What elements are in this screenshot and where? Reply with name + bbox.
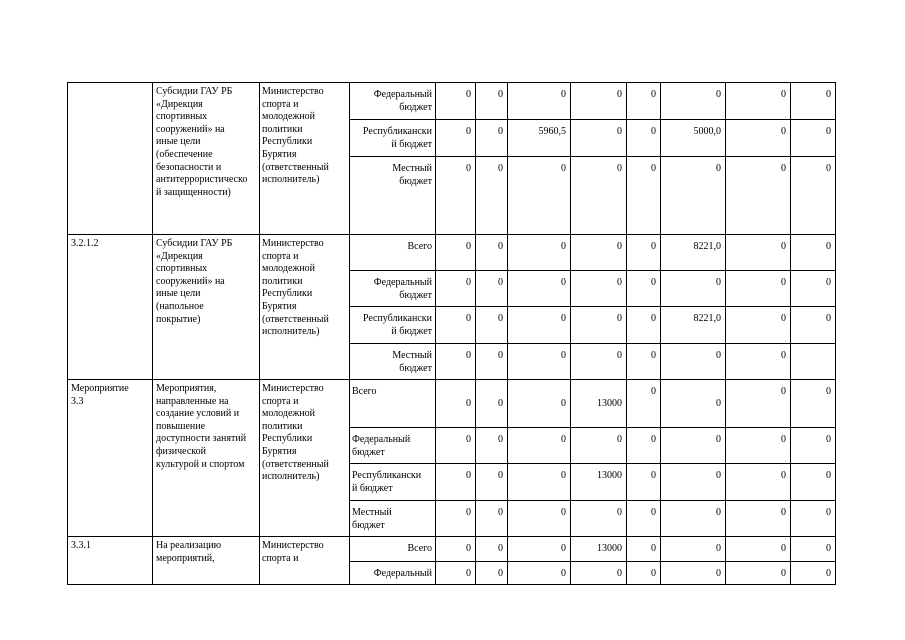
table-cell-value: 0 bbox=[617, 507, 622, 518]
block-divider bbox=[67, 379, 836, 380]
table-cell-value: 8221,0 bbox=[693, 241, 721, 252]
table-cell-value: 0 bbox=[716, 277, 721, 288]
table-cell-value: 0 bbox=[617, 126, 622, 137]
table-cell-value: 0 bbox=[716, 470, 721, 481]
table-cell-value: 0 bbox=[498, 241, 503, 252]
table-cell-value: 0 bbox=[781, 277, 786, 288]
table-cell-value: 0 bbox=[617, 241, 622, 252]
table-cell-value: 0 bbox=[781, 241, 786, 252]
table-cell-value: 0 bbox=[781, 163, 786, 174]
budget-source: Местный бюджет bbox=[392, 163, 432, 187]
column-divider bbox=[435, 82, 436, 584]
table-cell-value: 0 bbox=[561, 313, 566, 324]
table-cell-value: 0 bbox=[466, 434, 471, 445]
table-cell-value: 8221,0 bbox=[693, 313, 721, 324]
block-divider bbox=[67, 536, 836, 537]
table-cell-value: 0 bbox=[781, 568, 786, 579]
table-cell-value: 0 bbox=[781, 89, 786, 100]
column-divider bbox=[152, 82, 153, 584]
executor-text: Министерство спорта и молодежной политики Республики Бурятия (ответственный исполнитель) bbox=[262, 383, 329, 483]
row-divider bbox=[349, 119, 836, 120]
table-cell-value: 0 bbox=[651, 126, 656, 137]
table-cell-value: 0 bbox=[498, 277, 503, 288]
column-divider bbox=[626, 82, 627, 584]
table-cell-value: 0 bbox=[617, 89, 622, 100]
measure-name: Субсидии ГАУ РБ «Дирекция спортивных сооружений» на иные цели (напольное покрытие) bbox=[156, 238, 233, 325]
budget-source: Республикански й бюджет bbox=[362, 313, 432, 337]
budget-source: Республикански й бюджет bbox=[362, 126, 432, 150]
budget-source: Федеральный бюджет bbox=[373, 277, 432, 301]
table-cell-value: 0 bbox=[617, 350, 622, 361]
table-cell-value: 0 bbox=[617, 568, 622, 579]
budget-source: Всего bbox=[407, 543, 432, 554]
measure-code: 3.3.1 bbox=[71, 540, 91, 551]
table-cell-value: 0 bbox=[826, 543, 831, 554]
table-cell-value: 0 bbox=[561, 398, 566, 409]
table-cell-value: 13000 bbox=[597, 470, 622, 481]
budget-table bbox=[67, 82, 835, 584]
budget-source: Федеральный бюджет bbox=[352, 434, 411, 458]
budget-source: Федеральный бюджет bbox=[373, 89, 432, 113]
table-cell-value: 0 bbox=[781, 350, 786, 361]
column-divider bbox=[349, 82, 350, 584]
table-cell-value: 0 bbox=[561, 568, 566, 579]
table-cell-value: 0 bbox=[561, 434, 566, 445]
table-cell-value: 0 bbox=[466, 163, 471, 174]
table-cell-value: 13000 bbox=[597, 398, 622, 409]
budget-source: Республикански й бюджет bbox=[352, 470, 422, 494]
table-cell-value: 0 bbox=[498, 568, 503, 579]
table-cell-value: 0 bbox=[617, 277, 622, 288]
table-cell-value: 0 bbox=[826, 277, 831, 288]
table-cell-value: 0 bbox=[561, 163, 566, 174]
row-divider bbox=[349, 306, 836, 307]
table-cell-value: 0 bbox=[716, 568, 721, 579]
table-cell-value: 0 bbox=[466, 241, 471, 252]
table-cell-value: 0 bbox=[826, 470, 831, 481]
table-cell-value: 0 bbox=[561, 507, 566, 518]
table-cell-value: 0 bbox=[561, 350, 566, 361]
table-cell-value: 0 bbox=[781, 313, 786, 324]
table-cell-value: 0 bbox=[498, 434, 503, 445]
table-cell-value: 5000,0 bbox=[693, 126, 721, 137]
table-cell-value: 0 bbox=[826, 163, 831, 174]
budget-source: Местный бюджет bbox=[392, 350, 432, 374]
column-divider bbox=[570, 82, 571, 584]
table-cell-value: 0 bbox=[561, 543, 566, 554]
table-cell-value: 0 bbox=[466, 350, 471, 361]
table-cell-value: 0 bbox=[498, 163, 503, 174]
table-cell-value: 0 bbox=[651, 350, 656, 361]
table-cell-value: 0 bbox=[716, 89, 721, 100]
table-cell-value: 0 bbox=[466, 398, 471, 409]
table-cell-value: 0 bbox=[466, 277, 471, 288]
table-cell-value: 0 bbox=[826, 89, 831, 100]
table-cell-value: 0 bbox=[781, 470, 786, 481]
row-divider bbox=[349, 427, 836, 428]
measure-code: Мероприятие 3.3 bbox=[71, 383, 129, 407]
table-cell-value: 0 bbox=[651, 543, 656, 554]
table-cell-value: 0 bbox=[466, 470, 471, 481]
table-cell-value: 0 bbox=[826, 568, 831, 579]
table-cell-value: 0 bbox=[617, 434, 622, 445]
block-divider bbox=[67, 82, 836, 83]
column-divider bbox=[790, 82, 791, 584]
table-cell-value: 0 bbox=[781, 507, 786, 518]
table-cell-value: 0 bbox=[826, 126, 831, 137]
table-cell-value: 0 bbox=[826, 507, 831, 518]
table-cell-value: 5960,5 bbox=[538, 126, 566, 137]
row-divider bbox=[349, 561, 836, 562]
budget-source: Всего bbox=[407, 241, 432, 252]
budget-source: Федеральный bbox=[373, 568, 432, 579]
table-cell-value: 0 bbox=[651, 568, 656, 579]
table-cell-value: 13000 bbox=[597, 543, 622, 554]
column-divider bbox=[507, 82, 508, 584]
table-cell-value: 0 bbox=[781, 543, 786, 554]
table-cell-value: 0 bbox=[561, 241, 566, 252]
table-cell-value: 0 bbox=[716, 163, 721, 174]
table-cell-value: 0 bbox=[651, 507, 656, 518]
measure-code: 3.2.1.2 bbox=[71, 238, 99, 249]
table-cell-value: 0 bbox=[826, 313, 831, 324]
table-cell-value: 0 bbox=[498, 507, 503, 518]
table-cell-value: 0 bbox=[498, 398, 503, 409]
column-divider bbox=[725, 82, 726, 584]
column-divider bbox=[660, 82, 661, 584]
column-divider bbox=[475, 82, 476, 584]
table-cell-value: 0 bbox=[716, 543, 721, 554]
table-cell-value: 0 bbox=[651, 470, 656, 481]
table-cell-value: 0 bbox=[716, 434, 721, 445]
table-bottom-border bbox=[67, 584, 836, 585]
table-cell-value: 0 bbox=[498, 89, 503, 100]
table-cell-value: 0 bbox=[466, 89, 471, 100]
table-cell-value: 0 bbox=[498, 350, 503, 361]
budget-source: Местный бюджет bbox=[352, 507, 392, 531]
row-divider bbox=[349, 343, 836, 344]
table-cell-value: 0 bbox=[466, 313, 471, 324]
table-cell-value: 0 bbox=[651, 313, 656, 324]
table-cell-value: 0 bbox=[617, 163, 622, 174]
table-cell-value: 0 bbox=[498, 313, 503, 324]
table-cell-value: 0 bbox=[826, 434, 831, 445]
budget-source: Всего bbox=[352, 386, 377, 397]
measure-name: На реализацию мероприятий, bbox=[156, 540, 222, 564]
table-cell-value: 0 bbox=[561, 277, 566, 288]
table-cell-value: 0 bbox=[498, 126, 503, 137]
table-cell-value: 0 bbox=[561, 89, 566, 100]
table-cell-value: 0 bbox=[826, 386, 831, 397]
table-cell-value: 0 bbox=[617, 313, 622, 324]
table-cell-value: 0 bbox=[466, 568, 471, 579]
table-cell-value: 0 bbox=[826, 241, 831, 252]
column-divider bbox=[259, 82, 260, 584]
executor-text: Министерство спорта и bbox=[262, 540, 324, 564]
table-cell-value: 0 bbox=[651, 241, 656, 252]
measure-name: Мероприятия, направленные на создание условий и повышение доступности занятий физической культурой и спортом bbox=[156, 383, 247, 470]
row-divider bbox=[349, 500, 836, 501]
row-divider bbox=[349, 463, 836, 464]
measure-name: Субсидии ГАУ РБ «Дирекция спортивных сооружений» на иные цели (обеспечение безопасности и антитеррористическо й защищенности) bbox=[156, 86, 248, 198]
column-divider bbox=[835, 82, 836, 584]
table-cell-value: 0 bbox=[716, 507, 721, 518]
row-divider bbox=[349, 156, 836, 157]
table-cell-value: 0 bbox=[651, 277, 656, 288]
column-divider bbox=[67, 82, 68, 584]
table-cell-value: 0 bbox=[498, 470, 503, 481]
table-cell-value: 0 bbox=[651, 163, 656, 174]
table-cell-value: 0 bbox=[498, 543, 503, 554]
executor-text: Министерство спорта и молодежной политики Республики Бурятия (ответственный исполнитель) bbox=[262, 86, 329, 186]
table-cell-value: 0 bbox=[781, 386, 786, 397]
table-cell-value: 0 bbox=[716, 350, 721, 361]
table-cell-value: 0 bbox=[561, 470, 566, 481]
table-cell-value: 0 bbox=[466, 507, 471, 518]
table-cell-value: 0 bbox=[651, 89, 656, 100]
table-cell-value: 0 bbox=[466, 126, 471, 137]
table-cell-value: 0 bbox=[651, 386, 656, 397]
table-cell-value: 0 bbox=[781, 434, 786, 445]
row-divider bbox=[349, 270, 836, 271]
block-divider bbox=[67, 234, 836, 235]
table-cell-value: 0 bbox=[781, 126, 786, 137]
table-cell-value: 0 bbox=[716, 398, 721, 409]
table-cell-value: 0 bbox=[651, 434, 656, 445]
executor-text: Министерство спорта и молодежной политики Республики Бурятия (ответственный исполнитель) bbox=[262, 238, 329, 338]
table-cell-value: 0 bbox=[466, 543, 471, 554]
